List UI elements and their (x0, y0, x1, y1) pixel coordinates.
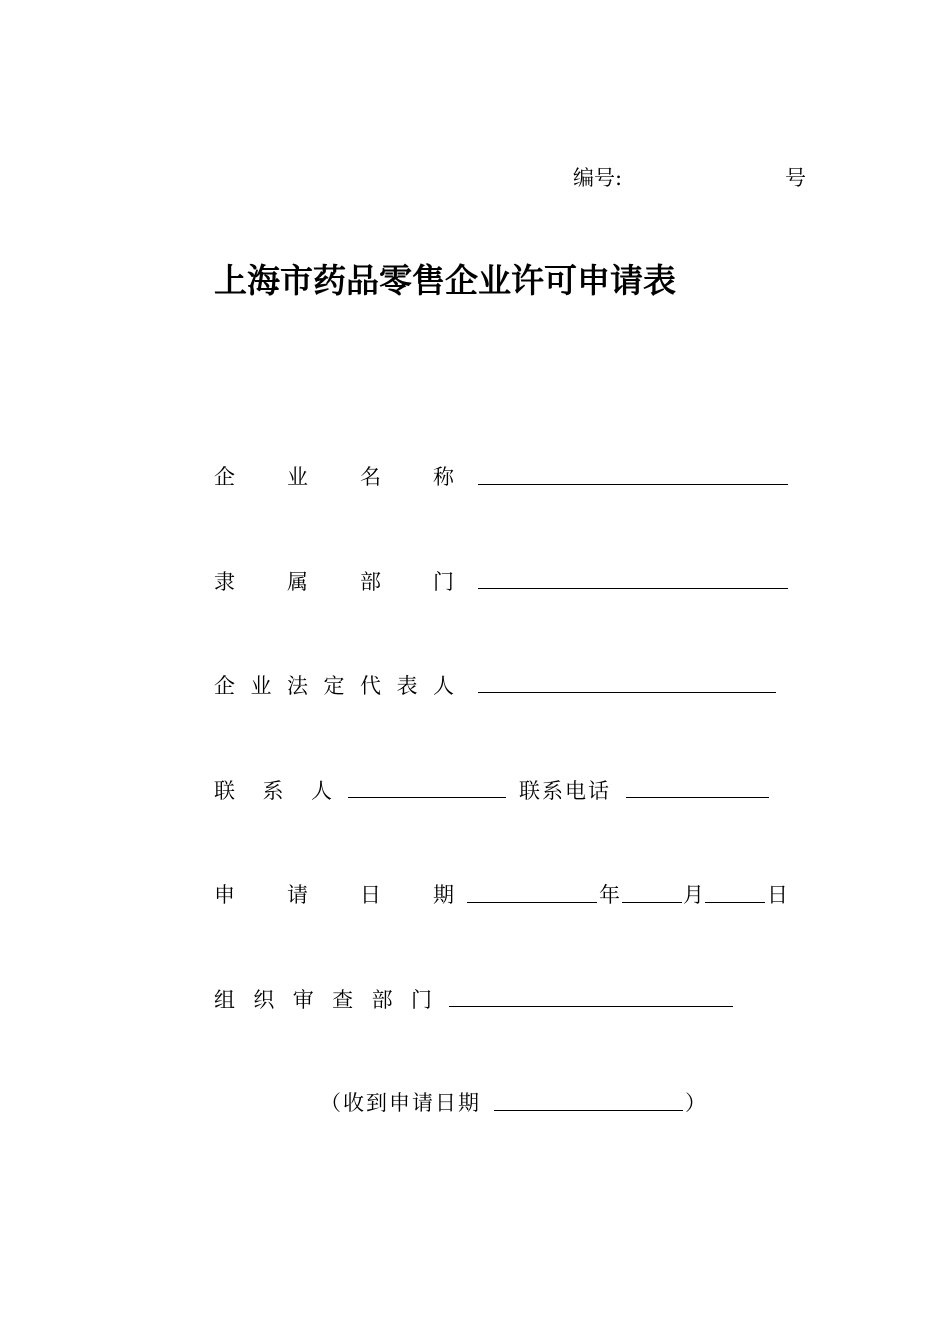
label-char: 组 (214, 988, 235, 1012)
review-dept-field[interactable] (449, 1006, 733, 1007)
label-char: 请 (287, 883, 308, 907)
apply-day-field[interactable] (705, 902, 765, 903)
review-dept-label (214, 984, 432, 1014)
apply-month-field[interactable] (622, 902, 682, 903)
contact-phone-label: 联系电话 (519, 779, 611, 803)
label-char: 称 (433, 465, 454, 489)
label-char: 人 (433, 674, 454, 698)
label-char: 隶 (214, 570, 235, 594)
form-title: 上海市药品零售企业许可申请表 (214, 261, 676, 300)
label-char: 部 (371, 988, 393, 1012)
label-char: 企 (214, 465, 235, 489)
label-char: 期 (433, 883, 454, 907)
receipt-date-label: （收到申请日期 (320, 1091, 481, 1115)
number-label: 编号: (573, 166, 623, 190)
label-char: 日 (360, 883, 381, 907)
label-char: 属 (287, 570, 308, 594)
label-char: 法 (287, 674, 308, 698)
label-char: 系 (262, 779, 284, 803)
contact-person-label (214, 775, 332, 805)
label-char: 联 (214, 779, 235, 803)
label-char: 代 (360, 674, 381, 698)
legal-rep-field[interactable] (478, 692, 776, 693)
label-char: 审 (292, 988, 314, 1012)
department-field[interactable] (478, 588, 788, 589)
label-char: 业 (250, 674, 272, 698)
label-char: 人 (311, 779, 332, 803)
enterprise-name-label (214, 461, 454, 491)
label-char: 表 (396, 674, 418, 698)
label-char: 企 (214, 674, 235, 698)
label-char: 门 (410, 988, 432, 1012)
label-char: 名 (360, 465, 381, 489)
label-char: 织 (253, 988, 275, 1012)
receipt-date-field[interactable] (494, 1110, 683, 1111)
label-char: 申 (214, 883, 235, 907)
month-label: 月 (683, 883, 704, 907)
apply-date-label (214, 879, 454, 909)
label-char: 定 (323, 674, 345, 698)
apply-year-field[interactable] (467, 902, 597, 903)
number-suffix: 号 (785, 166, 806, 190)
contact-phone-field[interactable] (626, 797, 769, 798)
enterprise-name-field[interactable] (478, 484, 788, 485)
label-char: 门 (433, 570, 454, 594)
label-char: 业 (287, 465, 308, 489)
label-char: 部 (360, 570, 381, 594)
year-label: 年 (599, 883, 620, 907)
contact-person-field[interactable] (348, 797, 506, 798)
day-label: 日 (767, 883, 788, 907)
label-char: 查 (332, 988, 354, 1012)
legal-rep-label (214, 670, 454, 700)
department-label (214, 566, 454, 596)
receipt-close-paren: ） (685, 1091, 706, 1115)
